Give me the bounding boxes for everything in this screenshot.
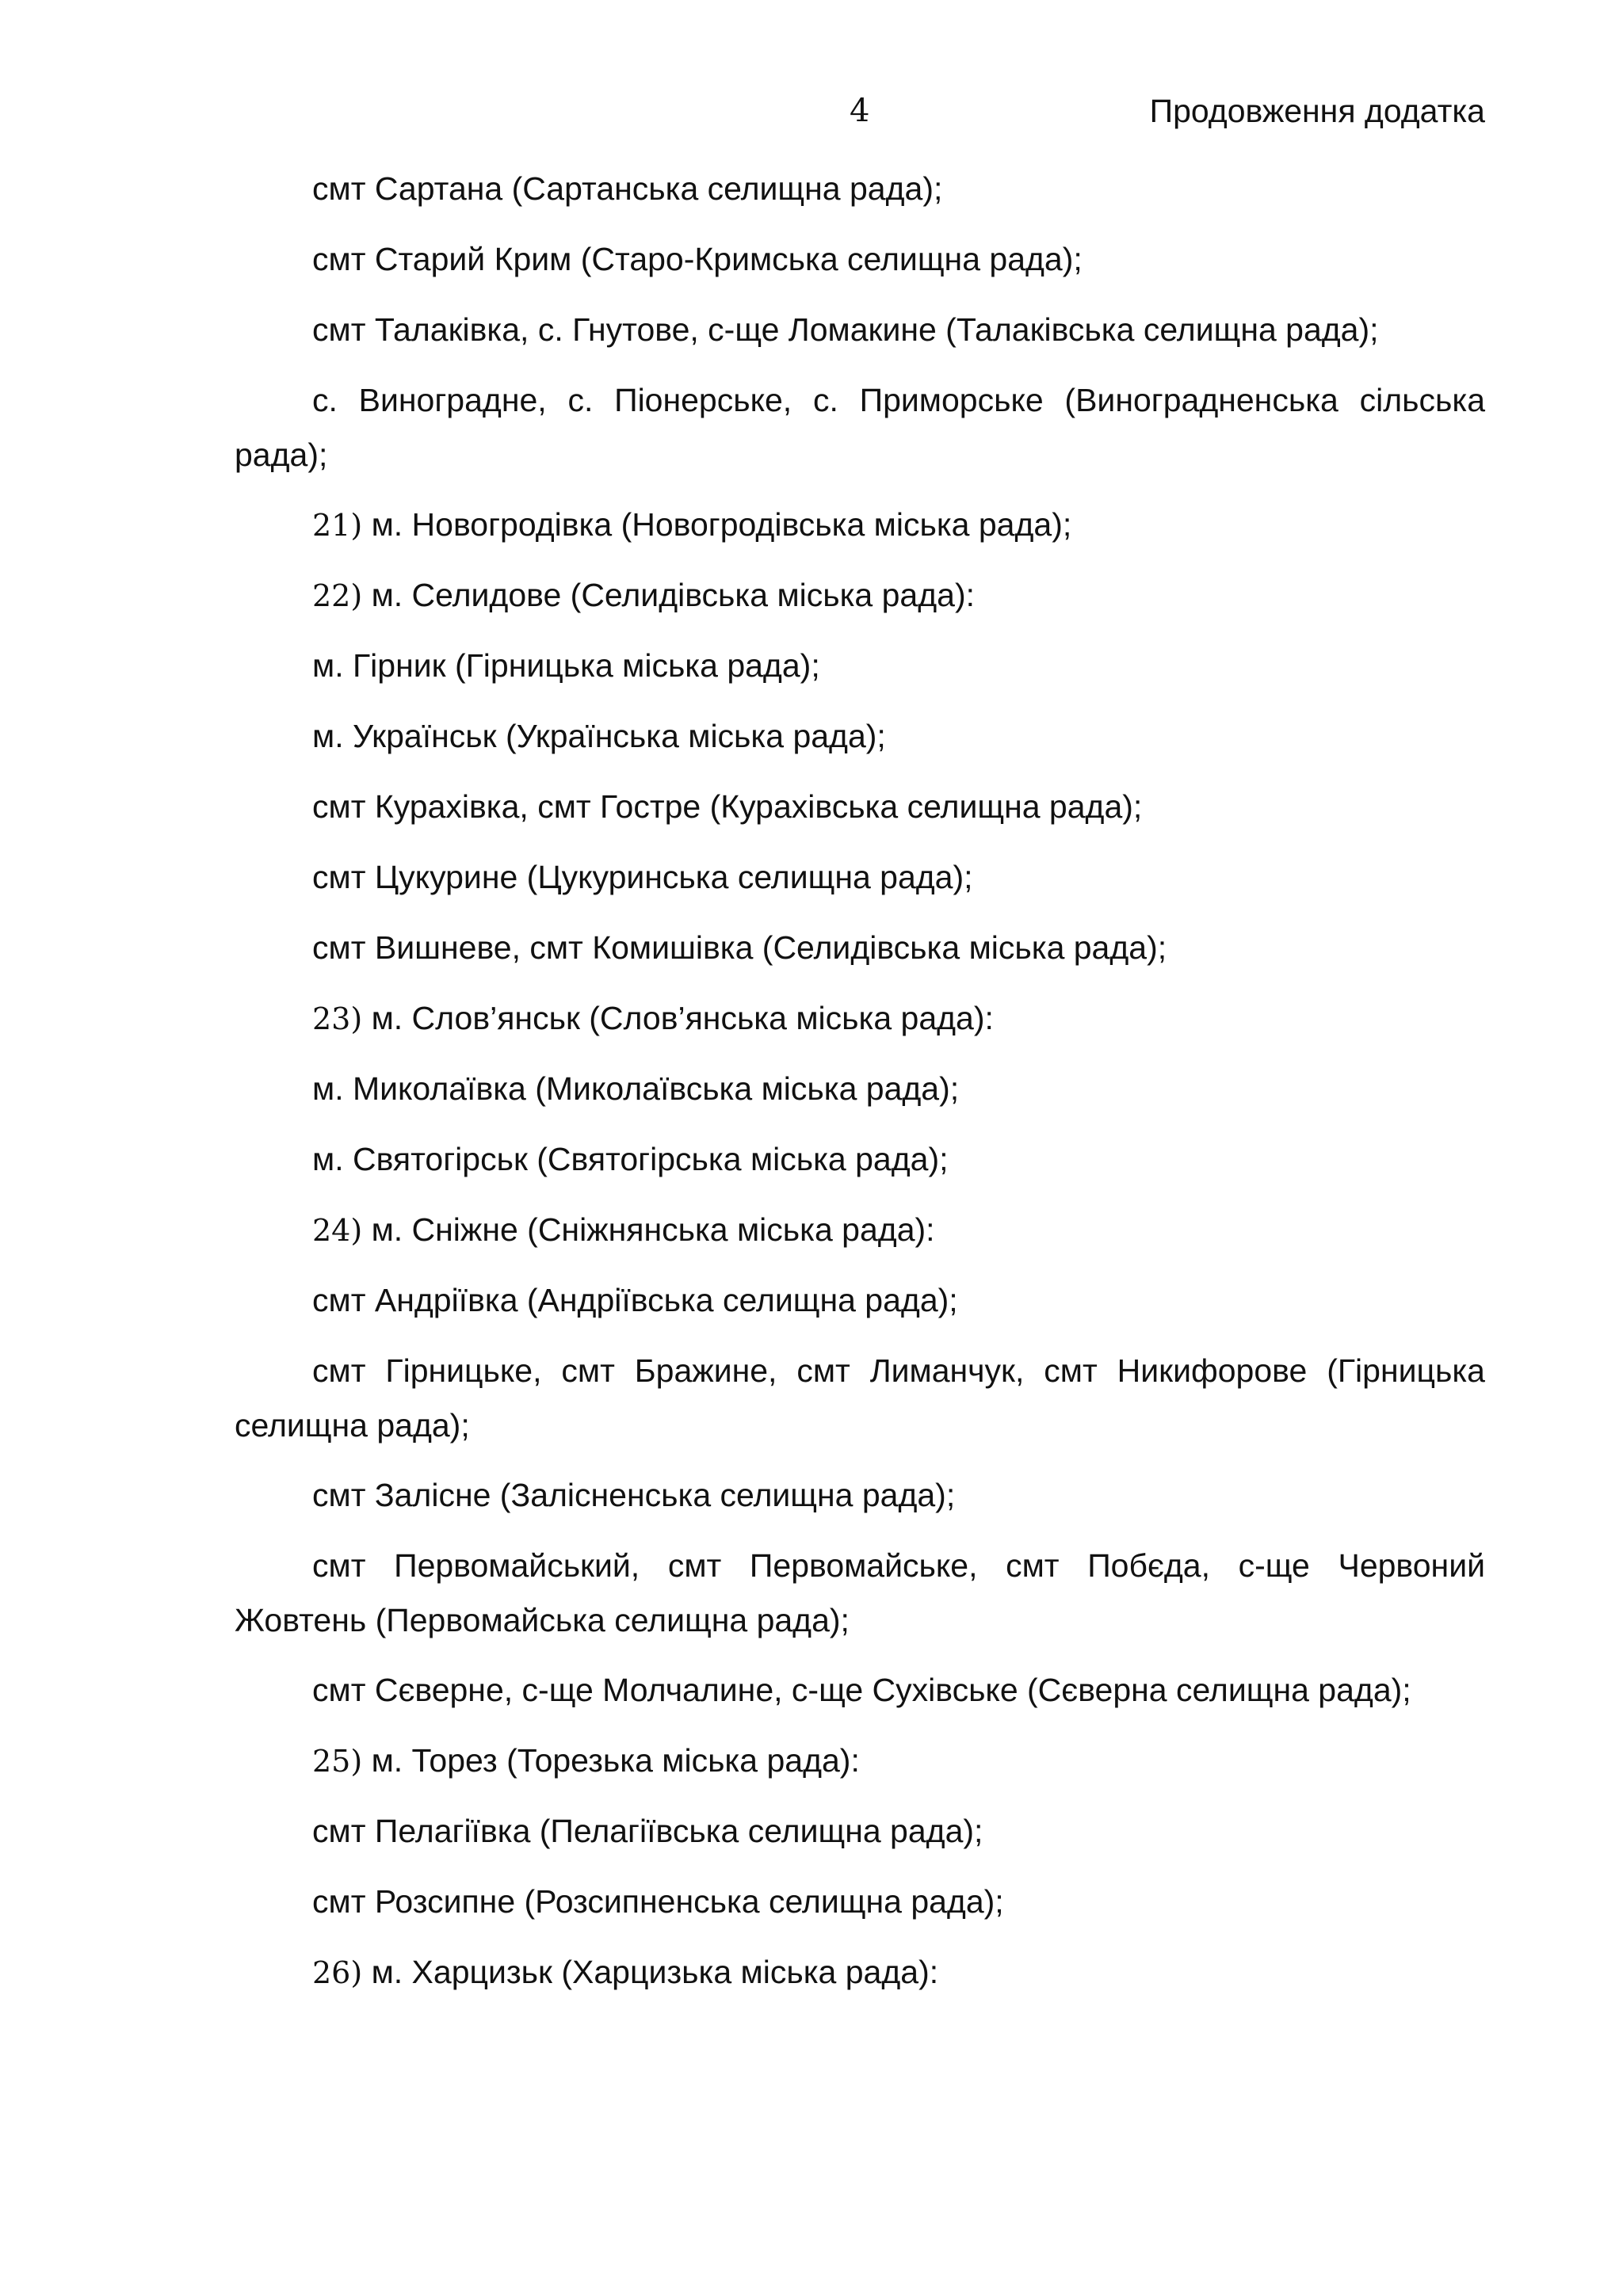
item-text: м. Харцизьк (Харцизька міська рада): xyxy=(362,1954,939,1990)
continuation-label: Продовження додатка xyxy=(1149,93,1485,129)
item-text: м. Новогродівка (Новогродівська міська рада); xyxy=(362,506,1072,543)
item-text: смт Цукурине (Цукуринська селищна рада); xyxy=(312,859,973,895)
list-item xyxy=(235,1539,1485,1647)
list-item xyxy=(235,780,1485,834)
item-number: 23) xyxy=(312,1001,363,1036)
list-item xyxy=(235,373,1485,482)
item-number: 21) xyxy=(312,508,363,543)
list-item xyxy=(235,709,1485,764)
list-item xyxy=(235,232,1485,287)
item-text: м. Селидове (Селидівська міська рада): xyxy=(362,577,976,613)
item-text: смт Пелагіївка (Пелагіївська селищна рада); xyxy=(312,1813,983,1849)
page-number: 4 xyxy=(850,93,870,129)
item-text: м. Гірник (Гірницька міська рада); xyxy=(312,647,820,684)
item-text: смт Залісне (Залісненська селищна рада); xyxy=(312,1477,956,1513)
list-item xyxy=(235,1945,1485,2000)
page-header xyxy=(235,86,1485,136)
list-item xyxy=(235,1132,1485,1187)
list-item xyxy=(235,568,1485,623)
item-number: 22) xyxy=(312,578,363,613)
item-text: смт Сєверне, с-ще Молчалине, с-ще Сухівське (Сєверна селищна рада); xyxy=(312,1672,1411,1708)
item-text: с. Виноградне, с. Піонерське, с. Приморське (Виноградненська сільська рада); xyxy=(235,382,1485,473)
item-text: м. Святогірськ (Святогірська міська рада); xyxy=(312,1141,949,1177)
list-item xyxy=(235,850,1485,905)
list-item xyxy=(235,921,1485,975)
list-item xyxy=(235,498,1485,552)
item-text: смт Гірницьке, смт Бражине, смт Лиманчук, смт Никифорове (Гірницька селищна рада); xyxy=(235,1352,1485,1444)
item-text: смт Розсипне (Розсипненська селищна рада); xyxy=(312,1883,1004,1920)
item-text: смт Талаківка, с. Гнутове, с-ще Ломакине (Талаківська селищна рада); xyxy=(312,311,1379,348)
item-text: м. Миколаївка (Миколаївська міська рада); xyxy=(312,1070,960,1107)
list-item xyxy=(235,1468,1485,1523)
list-item xyxy=(235,639,1485,693)
list-item xyxy=(235,1203,1485,1257)
list-item xyxy=(235,1663,1485,1718)
list-item xyxy=(235,303,1485,357)
item-text: смт Первомайський, смт Первомайське, смт Побєда, с-ще Червоний Жовтень (Первомайська селищна рада); xyxy=(235,1547,1485,1638)
list-item xyxy=(235,1062,1485,1116)
item-text: смт Андріївка (Андріївська селищна рада); xyxy=(312,1282,958,1318)
list-item xyxy=(235,1273,1485,1328)
item-text: смт Вишневе, смт Комишівка (Селидівська міська рада); xyxy=(312,929,1167,966)
list-item xyxy=(235,1344,1485,1452)
item-number: 24) xyxy=(312,1213,363,1248)
item-text: м. Сніжне (Сніжнянська міська рада): xyxy=(362,1211,935,1248)
item-number: 26) xyxy=(312,1955,363,1990)
list-item xyxy=(235,991,1485,1046)
item-number: 25) xyxy=(312,1744,363,1779)
item-text: м. Українськ (Українська міська рада); xyxy=(312,718,886,754)
item-text: м. Слов’янськ (Слов’янська міська рада): xyxy=(362,1000,994,1036)
item-text: смт Курахівка, смт Гостре (Курахівська селищна рада); xyxy=(312,788,1143,825)
item-text: смт Старий Крим (Старо-Кримська селищна рада); xyxy=(312,241,1083,277)
list-item xyxy=(235,1733,1485,1788)
item-text: м. Торез (Торезька міська рада): xyxy=(362,1742,860,1779)
list-item xyxy=(235,1875,1485,1929)
item-text: смт Сартана (Сартанська селищна рада); xyxy=(312,170,943,207)
list-item xyxy=(235,1804,1485,1859)
list-item xyxy=(235,162,1485,216)
document-body xyxy=(235,162,1485,2016)
